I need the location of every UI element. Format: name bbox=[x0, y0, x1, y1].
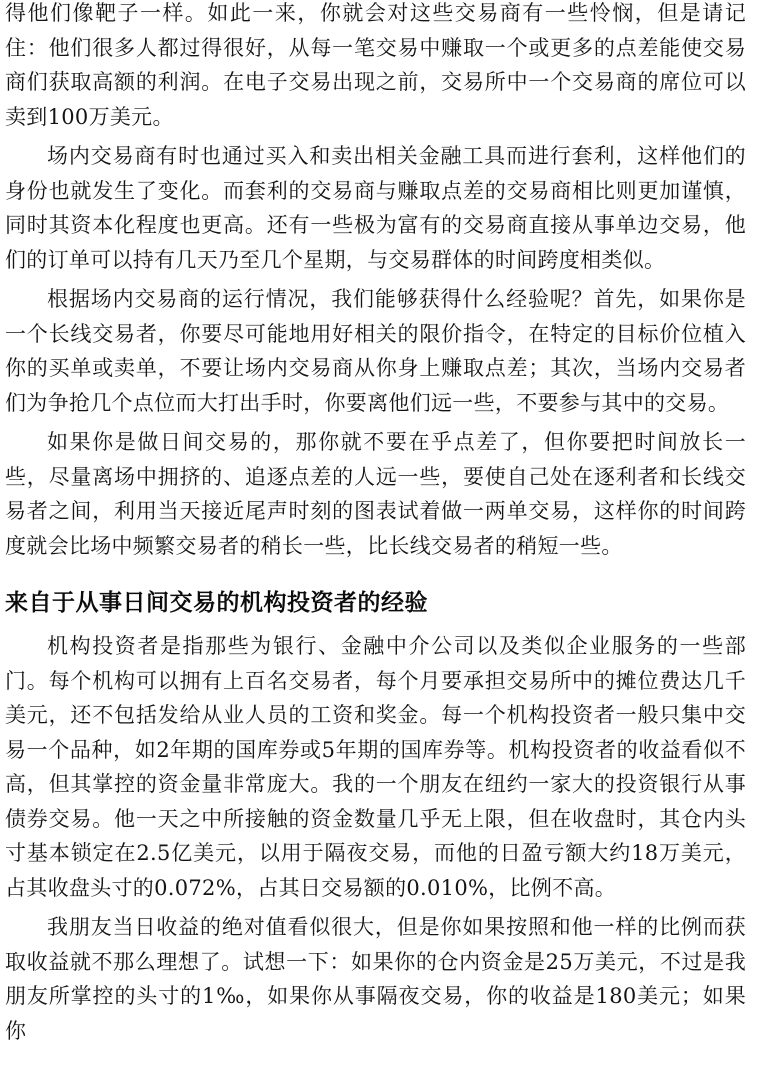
paragraph-institutional-investors: 机构投资者是指那些为银行、金融中介公司以及类似企业服务的一些部门。每个机构可以拥有上百名交易者，每个月要承担交易所中的摊位费达几千美元，还不包括发给从业人员的工资和奖金。每一个机构投资者一般只集中交易一个品种，如2年期的国库券或5年期的国库券等。机构投资者的收益看似不高，但其掌控的资金量非常庞大。我的一个朋友在纽约一家大的投资银行从事债券交易。他一天之中所接触的资金数量几乎无上限，但在收盘时，其仓内头寸基本锁定在2.5亿美元，以用于隔夜交易，而他的日盈亏额大约18万美元，占其收盘头寸的0.072%，占其日交易额的0.010%，比例不高。 bbox=[5, 634, 746, 900]
paragraph-day-trading-advice: 如果你是做日间交易的，那你就不要在乎点差了，但你要把时间放长一些，尽量离场中拥挤的、追逐点差的人远一些，要使自己处在逐利者和长线交易者之间，利用当天接近尾声时刻的图表试着做一两单交易，这样你的时间跨度就会比场中频繁交易者的稍长一些，比长线交易者的稍短一些。 bbox=[5, 430, 746, 558]
paragraph-floor-traders-arbitrage: 场内交易商有时也通过买入和卖出相关金融工具而进行套利，这样他们的身份也就发生了变化。而套利的交易商与赚取点差的交易商相比则更加谨慎，同时其资本化程度也更高。还有一些极为富有的交易商直接从事单边交易，他们的订单可以持有几天乃至几个星期，与交易群体的时间跨度相类似。 bbox=[5, 144, 746, 272]
section-heading: 来自于从事日间交易的机构投资者的经验 bbox=[5, 590, 428, 616]
paragraph-continuation: 得他们像靶子一样。如此一来，你就会对这些交易商有一些怜悯，但是请记住：他们很多人都过得很好，从每一笔交易中赚取一个或更多的点差能使交易商们获取高额的利润。在电子交易出现之前，交易所中一个交易商的席位可以卖到100万美元。 bbox=[5, 1, 746, 129]
paragraph-lessons-from-floor-traders: 根据场内交易商的运行情况，我们能够获得什么经验呢？首先，如果你是一个长线交易者，你要尽可能地用好相关的限价指令，在特定的目标价位植入你的买单或卖单，不要让场内交易商从你身上赚取点差；其次，当场内交易者们为争抢几个点位而大打出手时，你要离他们远一些，不要参与其中的交易。 bbox=[5, 287, 746, 415]
paragraph-friend-returns: 我朋友当日收益的绝对值看似很大，但是你如果按照和他一样的比例而获取收益就不那么理想了。试想一下：如果你的仓内资金是25万美元，不过是我朋友所掌控的头寸的1‰，如果你从事隔夜交易，你的收益是180美元；如果你 bbox=[5, 915, 746, 1043]
